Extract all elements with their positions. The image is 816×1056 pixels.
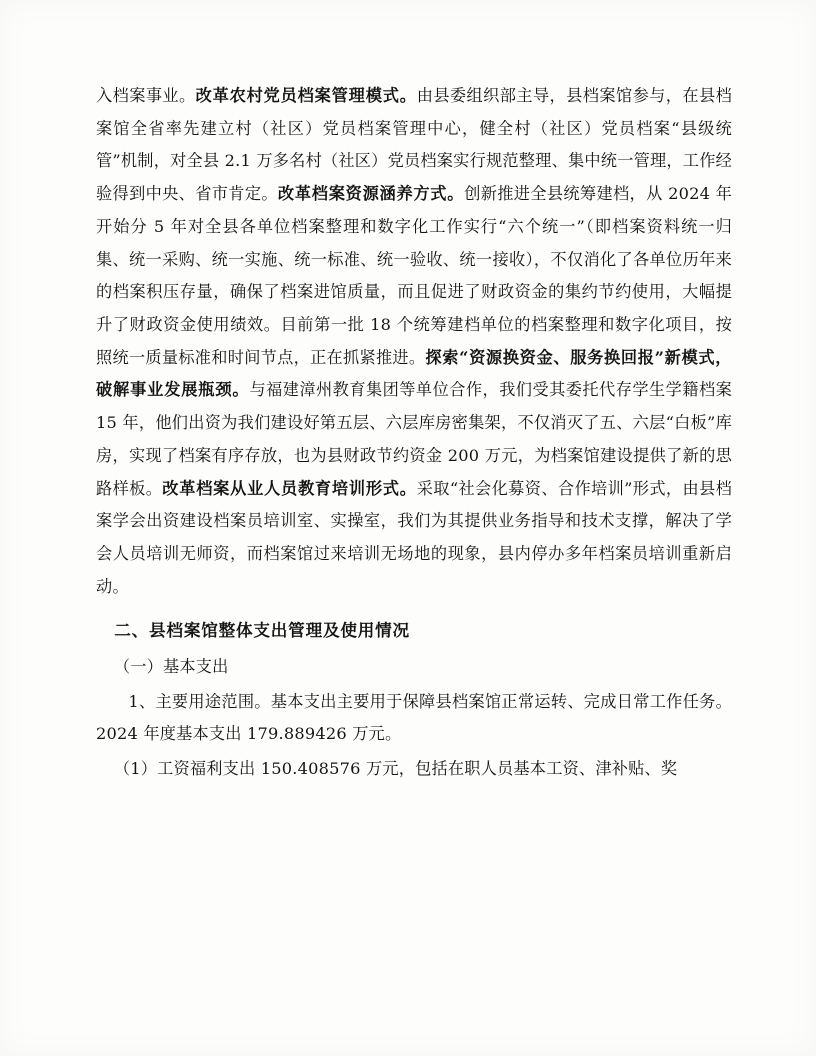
text-run-bold: 改革档案资源涵养方式。 — [277, 184, 465, 204]
text-run-bold: 改革农村党员档案管理模式。 — [195, 86, 417, 105]
text-run: 创新推进全县统筹建档，从 2024 年开始分 5 年对全县各单位档案整理和数字化工作实行“六个统一”（即档案资料统一归集、统一采购、统一实施、统一标准、统一验收、统一接收），不仅消化了各单位历年来的档案积压存量，确保了档案进馆质量，而且促进了财政资金的集约节约使用，大幅提升了财政资金使用绩效。目前第一批 18 个统筹建档单位的档案整理和数字化项目，按照统一质量标准和时间节点，正在抓紧推进。 — [96, 184, 732, 367]
subsection-heading-text: （一）基本支出 — [113, 657, 229, 677]
section-heading-text: 二、县档案馆整体支出管理及使用情况 — [114, 619, 410, 640]
text-run-bold: 改革档案从业人员教育培训形式。 — [162, 478, 417, 498]
document-body — [96, 80, 732, 786]
text-run: 由县委组织部主导，县档案馆参与，在县档案馆全省率先建立村（社区）党员档案管理中心，健全村（社区）党员档案“县级统管”机制，对全县 2.1 万多名村（社区）党员档案实行规范整理、集中统一管理，工作经验得到中央、省市肯定。 — [96, 86, 732, 204]
text-run: （1）工资福利支出 150.408576 万元，包括在职人员基本工资、津补贴、奖 — [113, 759, 678, 779]
text-run-bold: 探索“资源换资金、服务换回报”新模式，破解事业发展瓶颈。 — [96, 347, 732, 400]
section-heading-two — [96, 614, 732, 648]
text-run: 与福建漳州教育集团等单位合作，我们受其委托代存学生学籍档案 15 年，他们出资为我们建设好第五层、六层库房密集架，不仅消灭了五、六层“白板”库房，实现了档案有序存放，也为县财政节约资金 200 万元，为档案馆建设提供了新的思路样板。 — [96, 380, 732, 498]
paragraph-salary-welfare — [96, 753, 732, 786]
subsection-heading-basic-expenditure — [96, 651, 732, 684]
text-run: 1、主要用途范围。基本支出主要用于保障县档案馆正常运转、完成日常工作任务。2024 年度基本支出 179.889426 万元。 — [96, 691, 732, 744]
text-run: 入档案事业。 — [96, 86, 196, 105]
paragraph-main-usage-scope — [96, 686, 732, 751]
paragraph-reform-measures — [96, 80, 732, 604]
text-run: 采取“社会化募资、合作培训”形式，由县档案学会出资建设档案员培训室、实操室，我们为其提供业务指导和技术支撑，解决了学会人员培训无师资，而档案馆过来培训无场地的现象，县内停办多年档案员培训重新启动。 — [96, 478, 732, 596]
